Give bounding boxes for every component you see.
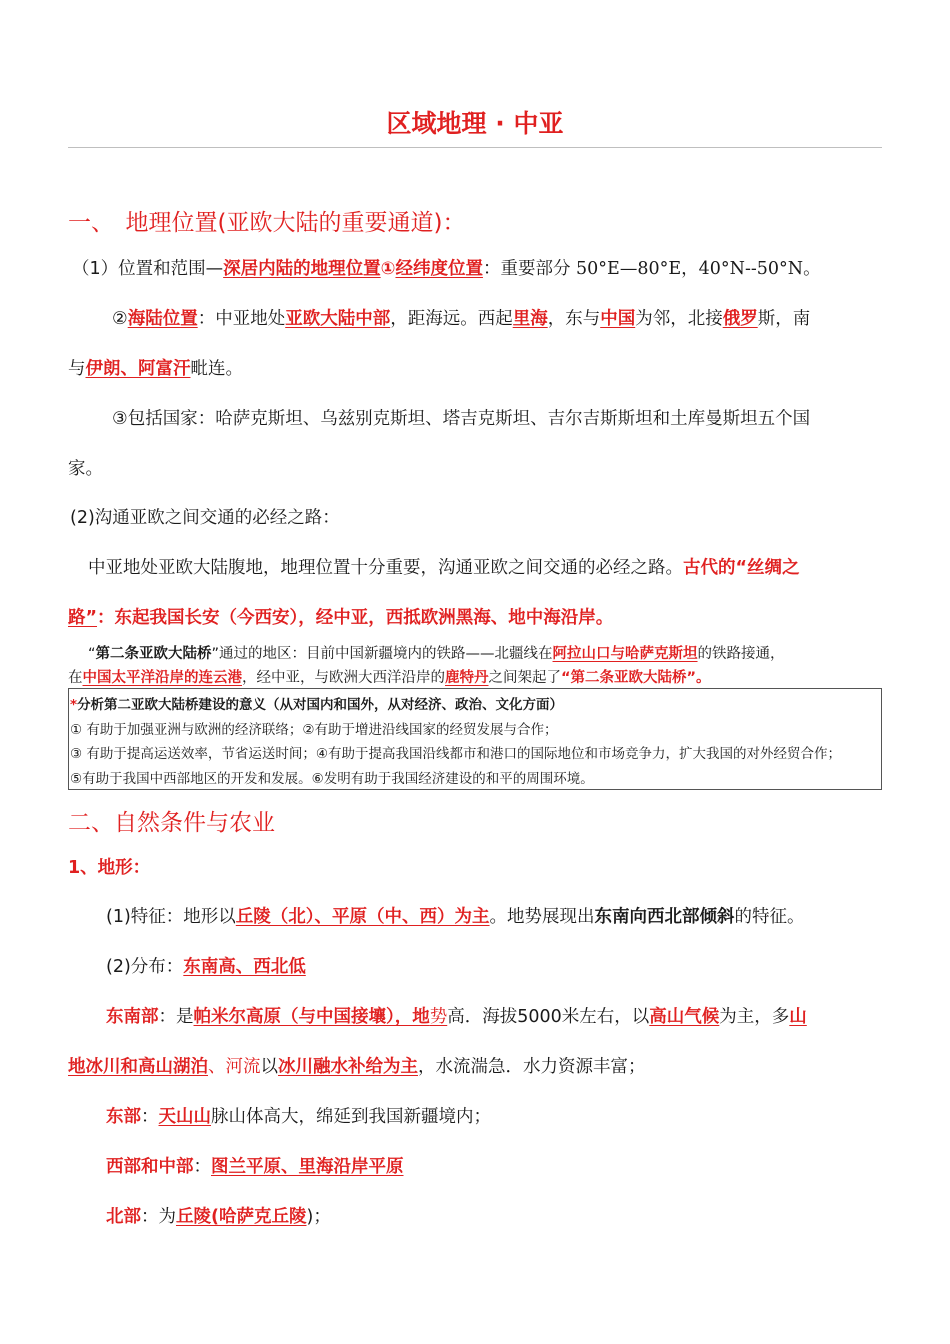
analysis-box-heading: *分析第二亚欧大陆桥建设的意义（从对国内和国外，从对经济、政治、文化方面） (70, 697, 564, 713)
analysis-box (68, 688, 882, 790)
section1-heading: 一、 地理位置(亚欧大陆的重要通道)： (68, 210, 466, 236)
analysis-box-line-2: ③ 有助于提高运送效率，节省运送时间；④有助于提高我国沿线都市和港口的国际地位和市场竞争力，扩大我国的对外经贸合作； (70, 746, 841, 762)
southeast-line: 东南部：是帕米尔高原（与中国接壤），地势高．海拔5000米左右，以高山气候为主，多山 (106, 1007, 807, 1027)
land-bridge-line: “第二条亚欧大陆桥”通过的地区：目前中国新疆境内的铁路——北疆线在阿拉山口与哈萨克斯坦的铁路接通， (88, 646, 785, 662)
countries-line: ③包括国家：哈萨克斯坦、乌兹别克斯坦、塔吉克斯坦、吉尔吉斯斯坦和土库曼斯坦五个国 (112, 409, 811, 429)
land-sea-position-line-cont: 与伊朗、阿富汗毗连。 (68, 359, 243, 379)
position-range-line: （1）位置和范围—深居内陆的地理位置①经纬度位置：重要部分 50°E—80°E，40°N--50°N。 (72, 259, 821, 279)
land-bridge-line-cont: 在中国太平洋沿岸的连云港，经中亚，与欧洲大西洋沿岸的鹿特丹之间架起了“第二条亚欧大陆桥”。 (68, 670, 711, 686)
north-line: 北部：为丘陵(哈萨克丘陵)； (106, 1207, 331, 1227)
land-sea-position-line: ②海陆位置：中亚地处亚欧大陆中部，距海远。西起里海，东与中国为邻，北接俄罗斯，南 (112, 309, 811, 329)
east-line: 东部：天山山脉山体高大，绵延到我国新疆境内； (106, 1107, 491, 1127)
analysis-box-line-3: ⑤有助于我国中西部地区的开发和发展。⑥发明有助于我国经济建设的和平的周围环境。 (70, 771, 594, 787)
silk-road-line-cont: 路”：东起我国长安（今西安），经中亚，西抵欧洲黑海、地中海沿岸。 (68, 608, 614, 628)
southeast-line-cont: 地冰川和高山湖泊、河流以冰川融水补给为主，水流湍急．水力资源丰富； (68, 1057, 646, 1077)
terrain-feature-line: (1)特征：地形以丘陵（北）、平原（中、西）为主。地势展现出东南向西北部倾斜的特征。 (106, 907, 805, 927)
page-title: 区域地理 · 中亚 (386, 109, 564, 138)
analysis-box-line-1: ① 有助于加强亚洲与欧洲的经济联络；②有助于增进沿线国家的经贸发展与合作； (70, 722, 558, 738)
transport-heading: (2)沟通亚欧之间交通的必经之路： (70, 508, 340, 528)
section2-heading: 二、自然条件与农业 (68, 810, 275, 836)
terrain-subheading: 1、地形： (68, 858, 151, 878)
countries-line-cont: 家。 (68, 459, 103, 479)
terrain-distribution-line: (2)分布：东南高、西北低 (106, 957, 306, 977)
title-divider (68, 147, 882, 148)
silk-road-line: 中亚地处亚欧大陆腹地，地理位置十分重要，沟通亚欧之间交通的必经之路。古代的“丝绸之 (88, 558, 800, 578)
west-central-line: 西部和中部：图兰平原、里海沿岸平原 (106, 1157, 404, 1177)
